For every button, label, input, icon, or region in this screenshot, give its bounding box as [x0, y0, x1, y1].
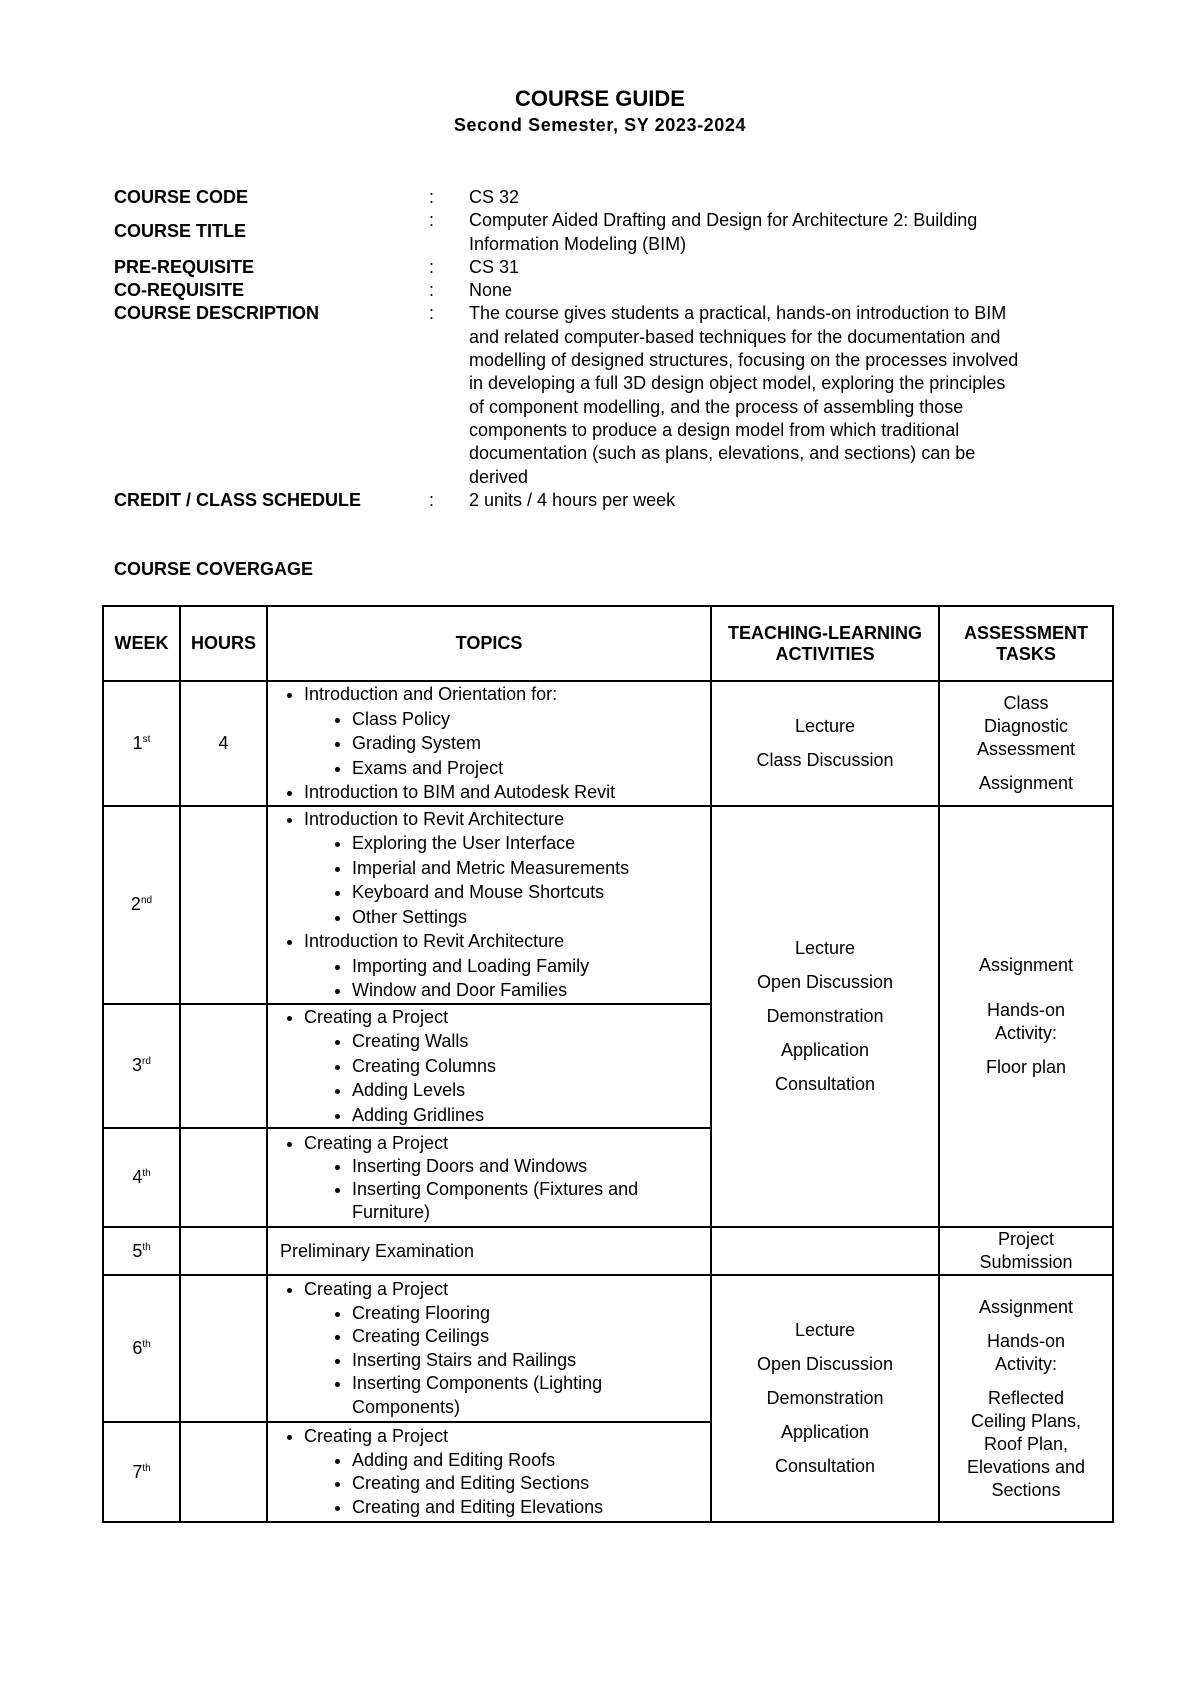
assessment-item: Assignment [978, 954, 1074, 975]
header-hours: HOURS [180, 606, 267, 681]
assessment-item: Hands-on [986, 999, 1066, 1020]
week-number: 2 [130, 894, 141, 914]
list-item [304, 1005, 710, 1128]
list-item [304, 682, 710, 780]
header-teaching-learning [711, 606, 939, 681]
week-ordinal: nd [140, 895, 153, 906]
description-line: and related computer-based techniques for the documentation and [469, 326, 1001, 347]
description-line: components to produce a design model from which traditional [469, 419, 960, 440]
corequisite-row [114, 279, 1094, 302]
activity-item: Application [780, 1039, 870, 1060]
list-item: • Creating Walls [352, 1029, 710, 1054]
description-line: The course gives students a practical, hands-on introduction to BIM [469, 303, 1007, 324]
topic-list [278, 1278, 710, 1419]
hours-cell [180, 1275, 267, 1422]
header-line: TEACHING-LEARNING [728, 622, 922, 643]
subtopic-list [304, 954, 710, 1003]
document-subtitle: Second Semester, SY 2023-2024 [453, 115, 747, 135]
week-ordinal: rd [142, 1056, 151, 1068]
subtopic-text: Inserting Components (Fixtures and [352, 1178, 639, 1199]
subtopic-text: Furniture) [352, 1201, 431, 1222]
subtopic-text: Components) [352, 1396, 461, 1417]
list-item: • Creating Flooring [352, 1302, 710, 1326]
week-cell [103, 1422, 180, 1522]
topic-text: Creating a Project [304, 1132, 449, 1153]
subtopic-list [304, 707, 710, 781]
header-week: WEEK [103, 606, 180, 681]
activities-cell [711, 1275, 939, 1522]
list-item [304, 807, 710, 930]
assessment-item: Elevations and [966, 1456, 1086, 1477]
description-line: of component modelling, and the process of assembling those [469, 396, 964, 417]
course-code-value: CS 32 [469, 187, 520, 207]
list-item: • Other Settings [352, 905, 710, 930]
header-line: ACTIVITIES [775, 643, 875, 664]
topic-text: Introduction to Revit Architecture [304, 808, 565, 829]
description-line: in developing a full 3D design object model, exploring the principles [469, 373, 1006, 394]
topics-cell: Preliminary Examination [267, 1227, 711, 1275]
colon: : [429, 210, 435, 231]
assessment-item: Project [997, 1229, 1055, 1249]
topics-cell [267, 1422, 711, 1522]
hours-cell [180, 1128, 267, 1227]
activity-item: Demonstration [766, 1388, 884, 1408]
topics-cell [267, 1004, 711, 1129]
assessment-item: Floor plan [985, 1056, 1067, 1077]
assessment-item: Activity: [994, 1022, 1057, 1043]
colon: : [429, 303, 435, 324]
corequisite-label: CO-REQUISITE [114, 280, 245, 301]
corequisite-value: None [469, 280, 513, 301]
course-code-label: COURSE CODE [114, 187, 249, 207]
topics-cell [267, 1128, 711, 1227]
hours-cell: 4 [180, 681, 267, 806]
activity-item: Consultation [774, 1456, 876, 1476]
list-item: • Exploring the User Interface [352, 831, 710, 856]
prerequisite-label: PRE-REQUISITE [114, 256, 255, 277]
prerequisite-value: CS 31 [469, 256, 520, 277]
table-row [103, 1275, 1113, 1422]
list-item: • Adding Gridlines [352, 1103, 710, 1128]
list-item [304, 929, 710, 1003]
activity-item: Class Discussion [756, 749, 894, 770]
week-cell [103, 1128, 180, 1227]
topic-text: Creating a Project [304, 1279, 449, 1299]
course-title-label: COURSE TITLE [114, 221, 247, 242]
assessment-item: Hands-on [986, 1330, 1066, 1351]
activities-cell [711, 806, 939, 1228]
topics-cell [267, 806, 711, 1004]
activity-item: Application [780, 1422, 870, 1442]
list-item: • Introduction to BIM and Autodesk Revit [304, 780, 710, 805]
description-line: modelling of designed structures, focusing on the processes involved [469, 350, 1019, 371]
assessment-item: Assignment [978, 772, 1074, 793]
activities-cell [711, 1227, 939, 1275]
course-coverage-table [102, 605, 1114, 1523]
week-cell [103, 1227, 180, 1275]
list-item: • Class Policy [352, 707, 710, 732]
activity-item: Lecture [794, 715, 856, 736]
assessment-cell [939, 681, 1113, 806]
table-header-row [103, 606, 1113, 681]
list-item [352, 1372, 710, 1419]
credit-schedule-value: 2 units / 4 hours per week [469, 489, 676, 510]
colon: : [429, 489, 435, 510]
hours-cell [180, 806, 267, 1004]
course-title-row [114, 209, 1094, 256]
assessment-item: Class [1003, 692, 1049, 713]
week-number: 5 [132, 1240, 143, 1261]
list-item: • Inserting Doors and Windows [352, 1155, 710, 1178]
course-description-row [114, 302, 1094, 488]
assessment-cell [939, 806, 1113, 1228]
list-item [304, 1132, 710, 1224]
colon: : [429, 280, 435, 301]
list-item: • Exams and Project [352, 756, 710, 781]
topic-text: Introduction and Orientation for: [304, 684, 558, 704]
header-topics: TOPICS [267, 606, 711, 681]
list-item [304, 1278, 710, 1419]
topic-text: Creating a Project [304, 1426, 449, 1446]
colon: : [429, 256, 435, 277]
topic-list [278, 1425, 710, 1519]
header-line: ASSESSMENT [963, 622, 1089, 643]
header-assessment [939, 606, 1113, 681]
activities-cell [711, 681, 939, 806]
subtopic-list [304, 1155, 710, 1224]
course-title-value [469, 209, 1094, 256]
assessment-item: Reflected [987, 1387, 1065, 1408]
list-item: • Inserting Stairs and Railings [352, 1349, 710, 1373]
assessment-item: Sections [991, 1479, 1061, 1500]
assessment-item: Assessment [976, 738, 1076, 759]
list-item: • Creating Ceilings [352, 1325, 710, 1349]
assessment-item: Activity: [994, 1353, 1057, 1374]
credit-schedule-label: CREDIT / CLASS SCHEDULE [114, 489, 362, 510]
week-number: 7 [132, 1461, 143, 1482]
table-row [103, 1227, 1113, 1275]
week-number: 6 [132, 1338, 143, 1358]
topic-list [278, 682, 710, 805]
prerequisite-row [114, 256, 1094, 279]
subtopic-text: Inserting Components (Lighting [352, 1373, 603, 1393]
list-item: • Importing and Loading Family [352, 954, 710, 979]
list-item: • Adding and Editing Roofs [352, 1449, 710, 1473]
description-line: derived [469, 466, 529, 487]
topics-cell [267, 681, 711, 806]
course-description-label: COURSE DESCRIPTION [114, 303, 320, 324]
assessment-cell [939, 1227, 1113, 1275]
topic-text: Creating a Project [304, 1006, 449, 1027]
list-item [352, 1178, 710, 1224]
assessment-item: Ceiling Plans, [970, 1410, 1082, 1431]
list-item [304, 1425, 710, 1519]
table-row [103, 806, 1113, 1004]
week-cell [103, 1004, 180, 1129]
hours-cell [180, 1004, 267, 1129]
week-ordinal: st [142, 733, 151, 745]
course-description-value [469, 302, 1094, 488]
assessment-item: Submission [979, 1252, 1073, 1272]
activity-item: Lecture [794, 1320, 856, 1340]
assessment-item: Diagnostic [983, 715, 1069, 736]
subtopic-list [304, 1449, 710, 1520]
hours-cell [180, 1422, 267, 1522]
activity-item: Open Discussion [756, 1354, 894, 1374]
week-cell [103, 681, 180, 806]
activity-item: Open Discussion [756, 971, 894, 992]
course-code-row [114, 186, 1094, 209]
activity-item: Lecture [794, 937, 856, 958]
list-item: • Adding Levels [352, 1078, 710, 1103]
course-info-block [114, 186, 1094, 512]
list-item: • Keyboard and Mouse Shortcuts [352, 880, 710, 905]
course-title-line: Computer Aided Drafting and Design for Architecture 2: Building [469, 210, 978, 231]
assessment-cell [939, 1275, 1113, 1522]
week-ordinal: th [142, 1241, 151, 1253]
list-item: • Imperial and Metric Measurements [352, 856, 710, 881]
hours-cell [180, 1227, 267, 1275]
course-title-line: Information Modeling (BIM) [469, 233, 687, 254]
assessment-item: Assignment [978, 1296, 1074, 1317]
list-item: • Creating Columns [352, 1054, 710, 1079]
table-row [103, 681, 1113, 806]
list-item: • Grading System [352, 731, 710, 756]
list-item: • Creating and Editing Sections [352, 1472, 710, 1496]
week-ordinal: th [142, 1462, 151, 1474]
activity-item: Demonstration [766, 1005, 884, 1026]
description-line: documentation (such as plans, elevations, and sections) can be [469, 443, 976, 464]
week-ordinal: th [142, 1168, 151, 1179]
topic-text: Introduction to Revit Architecture [304, 931, 565, 951]
credit-schedule-row [114, 489, 1094, 512]
week-cell [103, 806, 180, 1004]
subtopic-list [304, 831, 710, 929]
topic-list [278, 807, 710, 1003]
week-ordinal: th [142, 1339, 151, 1350]
week-cell [103, 1275, 180, 1422]
subtopic-list [304, 1029, 710, 1127]
topic-list [278, 1132, 710, 1224]
activity-item: Consultation [774, 1073, 876, 1094]
colon: : [429, 187, 435, 207]
week-number: 4 [132, 1167, 143, 1187]
course-coverage-heading: COURSE COVERGAGE [114, 559, 314, 579]
subtopic-list [304, 1302, 710, 1420]
assessment-item: Roof Plan, [983, 1433, 1069, 1454]
topic-list [278, 1005, 710, 1128]
list-item: • Window and Door Families [352, 978, 710, 1003]
list-item: • Creating and Editing Elevations [352, 1496, 710, 1520]
header-line: TASKS [996, 643, 1056, 664]
topics-cell [267, 1275, 711, 1422]
document-title: COURSE GUIDE [515, 86, 685, 111]
week-number: 3 [132, 1055, 143, 1076]
week-number: 1 [132, 732, 143, 753]
